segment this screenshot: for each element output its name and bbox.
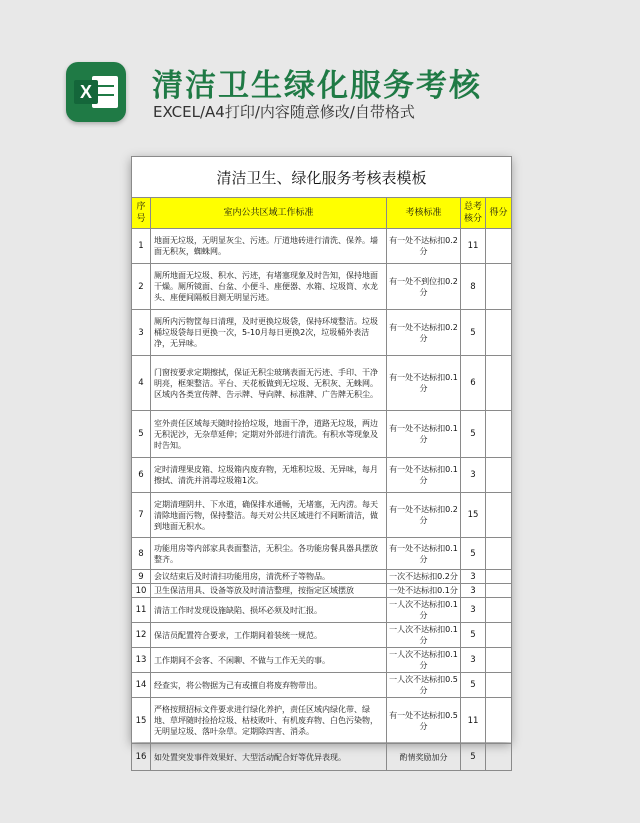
table-row bbox=[132, 744, 512, 771]
row-assessment: 一人次不达标扣0.1分 bbox=[387, 648, 461, 673]
table-row bbox=[132, 598, 512, 623]
row-obtained-score bbox=[486, 623, 512, 648]
row-standard-text: 室外责任区域每天随时捡拾垃圾，地面干净，道路无垃圾，两边无积泥沙，无杂草延伸；定期对外部进行清洗。有积水等现象及时告知。 bbox=[151, 411, 387, 458]
table-body bbox=[132, 229, 512, 771]
row-obtained-score bbox=[486, 538, 512, 570]
document-preview bbox=[131, 156, 511, 762]
row-total-score: 11 bbox=[461, 229, 486, 264]
row-standard-text: 厕所地面无垃圾、积水、污迹，有堵塞现象及时告知，保持地面干燥。厕所镜面、台盆、小便斗、座便器、水箱、垃圾筒、水龙头、座便间隔板目测无明显污迹。 bbox=[151, 264, 387, 310]
row-obtained-score bbox=[486, 698, 512, 744]
row-standard-text: 如处置突发事件效果好、大型活动配合好等优异表现。 bbox=[151, 744, 387, 771]
row-standard-text: 定期清理阴井、下水道，确保排水通畅，无堵塞，无内涝。每天清除地面污物，保持整洁。每天对公共区域进行不间断清洁，做到地面无积水。 bbox=[151, 493, 387, 538]
row-standard-text: 清洁工作时发现设施缺陷、损坏必须及时汇报。 bbox=[151, 598, 387, 623]
row-obtained-score bbox=[486, 584, 512, 598]
row-number: 5 bbox=[132, 411, 151, 458]
table-row bbox=[132, 310, 512, 356]
row-assessment: 有一处不达标扣0.1分 bbox=[387, 458, 461, 493]
row-assessment: 有一处不达标扣0.1分 bbox=[387, 411, 461, 458]
header-cell: 考核标准 bbox=[387, 198, 461, 229]
row-obtained-score bbox=[486, 673, 512, 698]
row-obtained-score bbox=[486, 744, 512, 771]
row-number: 10 bbox=[132, 584, 151, 598]
table-row bbox=[132, 458, 512, 493]
header bbox=[0, 0, 640, 150]
row-obtained-score bbox=[486, 598, 512, 623]
assessment-table bbox=[131, 156, 512, 771]
row-assessment: 一次不达标扣0.2分 bbox=[387, 570, 461, 584]
row-total-score: 3 bbox=[461, 458, 486, 493]
row-total-score: 3 bbox=[461, 598, 486, 623]
row-standard-text: 厕所内污物筐每日清理，及时更换垃圾袋，保持环境整洁。垃圾桶垃圾袋每日更换一次，5-10月每日更换2次，垃圾桶外表洁净，无异味。 bbox=[151, 310, 387, 356]
table-row bbox=[132, 538, 512, 570]
row-assessment: 有一处不达标扣0.1分 bbox=[387, 356, 461, 411]
row-standard-text: 定时清理果皮箱、垃圾箱内废弃物，无堆积垃圾、无异味，每月擦拭、清洗并消毒垃圾箱1次。 bbox=[151, 458, 387, 493]
row-obtained-score bbox=[486, 493, 512, 538]
table-row bbox=[132, 570, 512, 584]
row-standard-text: 卫生保洁用具、设备等放及时清洁整理，按指定区域摆放 bbox=[151, 584, 387, 598]
table-row bbox=[132, 411, 512, 458]
row-obtained-score bbox=[486, 411, 512, 458]
row-number: 2 bbox=[132, 264, 151, 310]
row-number: 8 bbox=[132, 538, 151, 570]
table-title-row bbox=[132, 157, 512, 198]
row-number: 6 bbox=[132, 458, 151, 493]
page-title: 清洁卫生绿化服务考核 bbox=[152, 68, 482, 104]
table-row bbox=[132, 673, 512, 698]
row-obtained-score bbox=[486, 356, 512, 411]
row-number: 14 bbox=[132, 673, 151, 698]
row-standard-text: 保洁员配置符合要求，工作期间着装统一规范。 bbox=[151, 623, 387, 648]
table-row bbox=[132, 356, 512, 411]
row-assessment: 一人次不达标扣0.1分 bbox=[387, 623, 461, 648]
row-standard-text: 严格按照招标文件要求进行绿化养护，责任区域内绿化带、绿地、草坪随时捡拾垃圾、枯枝败叶、有机废弃物、白色污染物，无明显垃圾、落叶杂草。定期除四害、消杀。 bbox=[151, 698, 387, 744]
row-obtained-score bbox=[486, 648, 512, 673]
row-assessment: 有一处不到位扣0.2分 bbox=[387, 264, 461, 310]
table-header-row bbox=[132, 198, 512, 229]
table-row bbox=[132, 648, 512, 673]
row-standard-text: 会议结束后及时清扫功能用房，清洗杯子等物品。 bbox=[151, 570, 387, 584]
row-number: 3 bbox=[132, 310, 151, 356]
excel-x-icon: X bbox=[74, 80, 98, 104]
page-subtitle: EXCEL/A4打印/内容随意修改/自带格式 bbox=[153, 103, 415, 121]
row-obtained-score bbox=[486, 310, 512, 356]
row-obtained-score bbox=[486, 458, 512, 493]
header-cell: 总考核分 bbox=[461, 198, 486, 229]
row-number: 15 bbox=[132, 698, 151, 744]
row-assessment: 一人次不达标扣0.1分 bbox=[387, 598, 461, 623]
row-number: 16 bbox=[132, 744, 151, 771]
table-row bbox=[132, 264, 512, 310]
row-standard-text: 工作期间不会客、不闲聊、不做与工作无关的事。 bbox=[151, 648, 387, 673]
row-standard-text: 经查实，将公物据为己有或擅自将废弃物带出。 bbox=[151, 673, 387, 698]
row-total-score: 5 bbox=[461, 411, 486, 458]
row-total-score: 6 bbox=[461, 356, 486, 411]
row-obtained-score bbox=[486, 229, 512, 264]
row-number: 7 bbox=[132, 493, 151, 538]
header-cell: 得分 bbox=[486, 198, 512, 229]
row-obtained-score bbox=[486, 264, 512, 310]
row-assessment: 有一处不达标扣0.5分 bbox=[387, 698, 461, 744]
row-total-score: 5 bbox=[461, 744, 486, 771]
table-row bbox=[132, 584, 512, 598]
row-number: 9 bbox=[132, 570, 151, 584]
row-total-score: 5 bbox=[461, 673, 486, 698]
row-assessment: 有一处不达标扣0.2分 bbox=[387, 229, 461, 264]
table-row bbox=[132, 229, 512, 264]
header-cell: 序号 bbox=[132, 198, 151, 229]
row-total-score: 5 bbox=[461, 623, 486, 648]
row-total-score: 11 bbox=[461, 698, 486, 744]
row-standard-text: 门窗按要求定期擦拭，保证无积尘玻璃表面无污迹、手印、干净明亮，框架整洁。平台、天花板做到无垃圾、无积灰、无蛛网。区域内各类宣传牌、告示牌、导向牌、标准牌、广告牌无积尘。 bbox=[151, 356, 387, 411]
row-number: 4 bbox=[132, 356, 151, 411]
row-assessment: 有一处不达标扣0.2分 bbox=[387, 493, 461, 538]
row-number: 1 bbox=[132, 229, 151, 264]
row-total-score: 8 bbox=[461, 264, 486, 310]
row-total-score: 3 bbox=[461, 648, 486, 673]
row-total-score: 3 bbox=[461, 584, 486, 598]
table-title: 清洁卫生、绿化服务考核表模板 bbox=[132, 157, 512, 198]
row-total-score: 5 bbox=[461, 538, 486, 570]
row-total-score: 15 bbox=[461, 493, 486, 538]
row-assessment: 一人次不达标扣0.5分 bbox=[387, 673, 461, 698]
excel-icon bbox=[66, 62, 126, 122]
row-number: 11 bbox=[132, 598, 151, 623]
table-row bbox=[132, 623, 512, 648]
row-number: 12 bbox=[132, 623, 151, 648]
row-assessment: 一处不达标扣0.1分 bbox=[387, 584, 461, 598]
row-standard-text: 地面无垃圾，无明显灰尘、污迹。厅道地砖进行清洗、保养。墙面无积灰，蜘蛛网。 bbox=[151, 229, 387, 264]
header-cell: 室内公共区域工作标准 bbox=[151, 198, 387, 229]
row-assessment: 有一处不达标扣0.2分 bbox=[387, 310, 461, 356]
row-obtained-score bbox=[486, 570, 512, 584]
row-assessment: 酌情奖励加分 bbox=[387, 744, 461, 771]
row-standard-text: 功能用房等内部家具表面整洁，无积尘。各功能房餐具器具摆放整齐。 bbox=[151, 538, 387, 570]
row-number: 13 bbox=[132, 648, 151, 673]
table-row bbox=[132, 698, 512, 744]
table-row bbox=[132, 493, 512, 538]
row-total-score: 3 bbox=[461, 570, 486, 584]
row-total-score: 5 bbox=[461, 310, 486, 356]
row-assessment: 有一处不达标扣0.1分 bbox=[387, 538, 461, 570]
